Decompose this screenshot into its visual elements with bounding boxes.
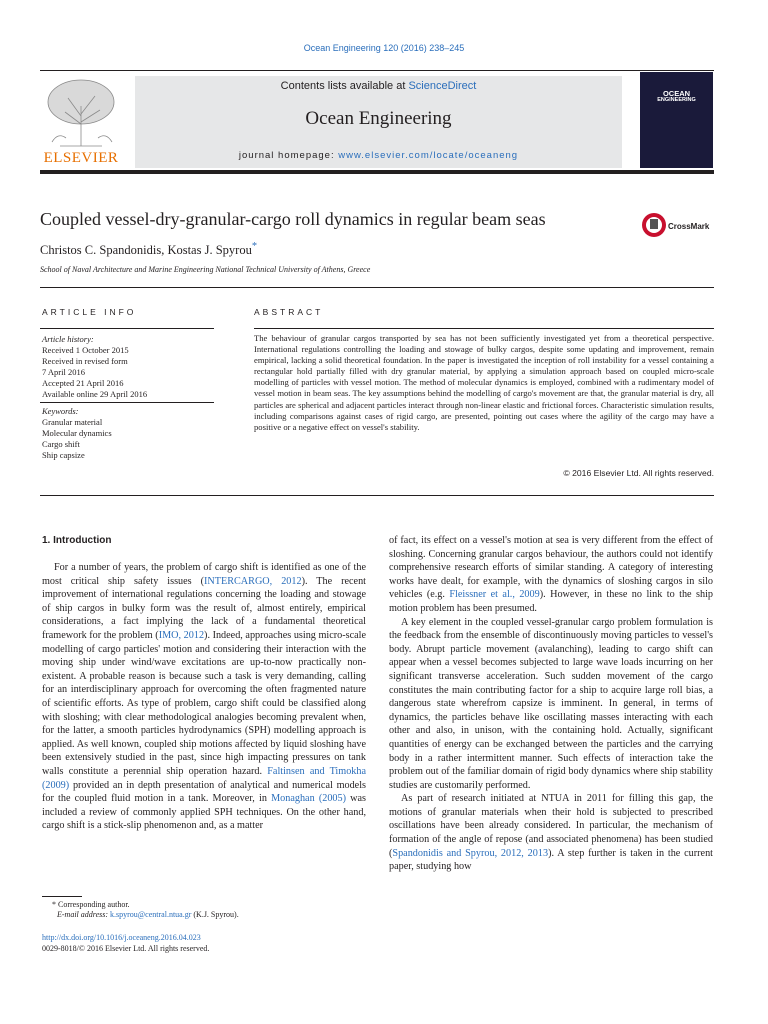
keyword-item: Ship capsize (42, 450, 85, 460)
citation-link[interactable]: Monaghan (2005) (271, 793, 346, 805)
keywords (42, 406, 112, 461)
text-run: ). However, in these no link to the ship motion problem has been presumed. (389, 589, 713, 614)
text-run: ). A step further is taken in the current paper, studying how (389, 847, 713, 873)
divider (40, 495, 714, 496)
footnote-rule (42, 896, 82, 897)
crossmark-label: CrossMark (668, 222, 710, 231)
history-label: Article history: (42, 334, 94, 344)
affiliation: School of Naval Architecture and Marine Engineering National Technical University of Athens, Greece (40, 265, 371, 274)
email-suffix: (K.J. Spyrou). (191, 910, 239, 919)
journal-citation[interactable]: Ocean Engineering 120 (2016) 238–245 (303, 43, 465, 53)
abstract-copyright: © 2016 Elsevier Ltd. All rights reserved. (563, 468, 714, 478)
article-title: Coupled vessel-dry-granular-cargo roll dynamics in regular beam seas (40, 209, 546, 229)
email-link[interactable]: k.spyrou@central.ntua.gr (110, 910, 192, 919)
homepage-link[interactable]: www.elsevier.com/locate/oceaneng (338, 150, 519, 161)
divider (40, 287, 714, 288)
history-item: Received in revised form (42, 356, 128, 366)
keyword-item: Molecular dynamics (42, 428, 112, 438)
corresponding-author-note: * Corresponding author. (52, 900, 130, 909)
text-run: As part of research initiated at NTUA in 2011 for filling this gap, the motions of granular materials when their hold is subjected to prescribed oscillations have been already considered. In particular, the mechanism of formation of the angle of repose (and associated phenomena) has been studied ( (389, 793, 713, 859)
header-thick-rule (40, 170, 714, 174)
abstract-heading: ABSTRACT (254, 307, 324, 317)
header-rule (40, 70, 714, 71)
elsevier-wordmark: ELSEVIER (43, 150, 119, 166)
doi-link[interactable]: http://dx.doi.org/10.1016/j.oceaneng.2016.04.023 (42, 933, 201, 942)
email-label: E-mail address: (57, 910, 111, 919)
history-item: 7 April 2016 (42, 367, 85, 377)
journal-cover-image[interactable] (640, 72, 713, 168)
body-column-left (42, 561, 366, 833)
history-item: Received 1 October 2015 (42, 345, 129, 355)
journal-title: Ocean Engineering (305, 108, 452, 129)
text-run: provided an in depth presentation of analytical and numerical models for the coupled fluid motion in a tank. Moreover, in (42, 779, 366, 805)
text-run: ). Indeed, approaches using micro-scale modelling of cargo particles' motion and considering their interaction with the moving ship under wind/wave excitations are up-to-now practically non-existent. A probable reason is because such a task is very demanding, calling for an interdisciplinary approach for overcoming the often fragmented nature of scientific efforts. As type of problem, cargo shift could be classified along with sloshing; with clear methodological analogies becoming prevalent when, for the latter, a smooth particles hydrodynamics (SPH) modelling approach is applied. As well known, coupled ship motions affected by liquid sloshing have been extensively studied in the past, since high impacting pressures on tank walls constitute a perennial ship operation hazard. (42, 629, 367, 777)
history-item: Available online 29 April 2016 (42, 389, 148, 399)
keywords-label: Keywords: (42, 406, 79, 416)
citation-link[interactable]: Spandonidis and Spyrou, 2012, 2013 (392, 847, 549, 859)
journal-homepage (135, 150, 622, 161)
abstract-text: The behaviour of granular cargos transported by sea has not been sufficiently investigated yet from a theoretical perspective. International regulations controlling the loading and stowage of bulky cargos, despite some updating and improvement, remain empirical, lacking a solid theoretical foundation. In the paper is investigated the inception of roll instability for a vessel containing a rectangular hold partially filled with dry granular material, by applying a simulation approach based on coupled micro-scale modelling of particles with vessel motion. The method of molecular dynamics is employed, combined with a rudimentary model of vessel motion in beam seas. The key assumptions behind the modelling of cargo's movement are that, the granular material is dry, all particles are spherical and adjacent particles interact through non-linear elastic and frictional forces. Characteristic simulation results, including comparisons against cases of rigid cargo, are presented, pointing out cases where the agility of the cargo may have a positive or a negative effect on vessel's stability. (254, 333, 714, 432)
citation-link[interactable]: Faltinsen and Timokha (2009) (42, 765, 366, 791)
author-list (40, 241, 257, 258)
email-note (57, 910, 239, 919)
citation-link[interactable]: INTERCARGO, 2012 (204, 575, 302, 587)
divider (40, 328, 214, 329)
cover-title (642, 90, 711, 103)
keyword-item: Granular material (42, 417, 103, 427)
issn-line: 0029-8018/© 2016 Elsevier Ltd. All rights reserved. (42, 944, 210, 953)
paragraph (42, 561, 366, 833)
article-info-heading: ARTICLE INFO (42, 307, 137, 317)
article-history (42, 334, 147, 400)
introduction-heading: 1. Introduction (42, 535, 112, 546)
paragraph (389, 792, 713, 874)
text-run: was included a review of commonly applied SPH techniques. On the other hand, cargo shift is a stick-slip phenomenon and, as a matter (42, 793, 367, 832)
citation-link[interactable]: IMO, 2012 (158, 629, 205, 641)
body-column-right (389, 534, 713, 874)
divider (40, 402, 214, 403)
text-run: For a number of years, the problem of cargo shift is identified as one of the most critical ship safety issues ( (42, 562, 366, 587)
text-run: of fact, its effect on a vessel's motion at sea is very different from the effect of sloshing. Concerning granular cargos behaviour, the authors could not identify comprehensive research efforts of similar standing. A category of interesting works have dealt, for example, with the dynamics of sloshing cargos in silo vehicles (e.g. (389, 535, 713, 601)
paragraph (389, 534, 713, 616)
divider (254, 328, 714, 329)
keyword-item: Cargo shift (42, 439, 80, 449)
paragraph: A key element in the coupled vessel-granular cargo problem formulation is the feedback from the ensemble of discontinuously moving particles to vessel's body. Abrupt particle movement (avalanching), leading to cargo shift can appear when a vessel becomes subjected to large wave loads incurring on her significant transverse acceleration. Such sudden movement of the cargo constitutes the main contributing factor for a ship to acquire large roll bias, a dangerous state wherefrom capsize is imminent. In general, in terms of dynamics, the particles behave like oscillating masses interacting with each other and also, in unison, with the containing hold. Actually, significant quantities of energy can be exchanged between the particles and the carrying body in a rather intermittent manner. Such effects of interaction take the problem out of the familiar domain of rigid body dynamics where ship stability studies are customarily performed. (389, 616, 713, 791)
homepage-prefix: journal homepage: (238, 150, 339, 161)
authors: Christos C. Spandonidis, Kostas J. Spyrou (40, 243, 252, 258)
citation-link[interactable]: Fleissner et al., 2009 (449, 589, 540, 601)
corresponding-author-mark[interactable]: * (251, 241, 258, 252)
cover-title-line2: ENGINEERING (657, 96, 696, 103)
cover-title-line1: OCEAN (662, 89, 691, 98)
history-item: Accepted 21 April 2016 (42, 378, 124, 388)
text-run: ). The recent improvement of international regulations concerning the loading and stowage of ship cargos in bulky form was the result of, almost entirely, empirical considerations, a fact implying the lack of a fundamental theoretical framework for the problem ( (42, 575, 367, 641)
contents-prefix: Contents lists available at (280, 80, 409, 92)
sciencedirect-link[interactable]: ScienceDirect (408, 80, 477, 92)
contents-line (135, 80, 622, 92)
